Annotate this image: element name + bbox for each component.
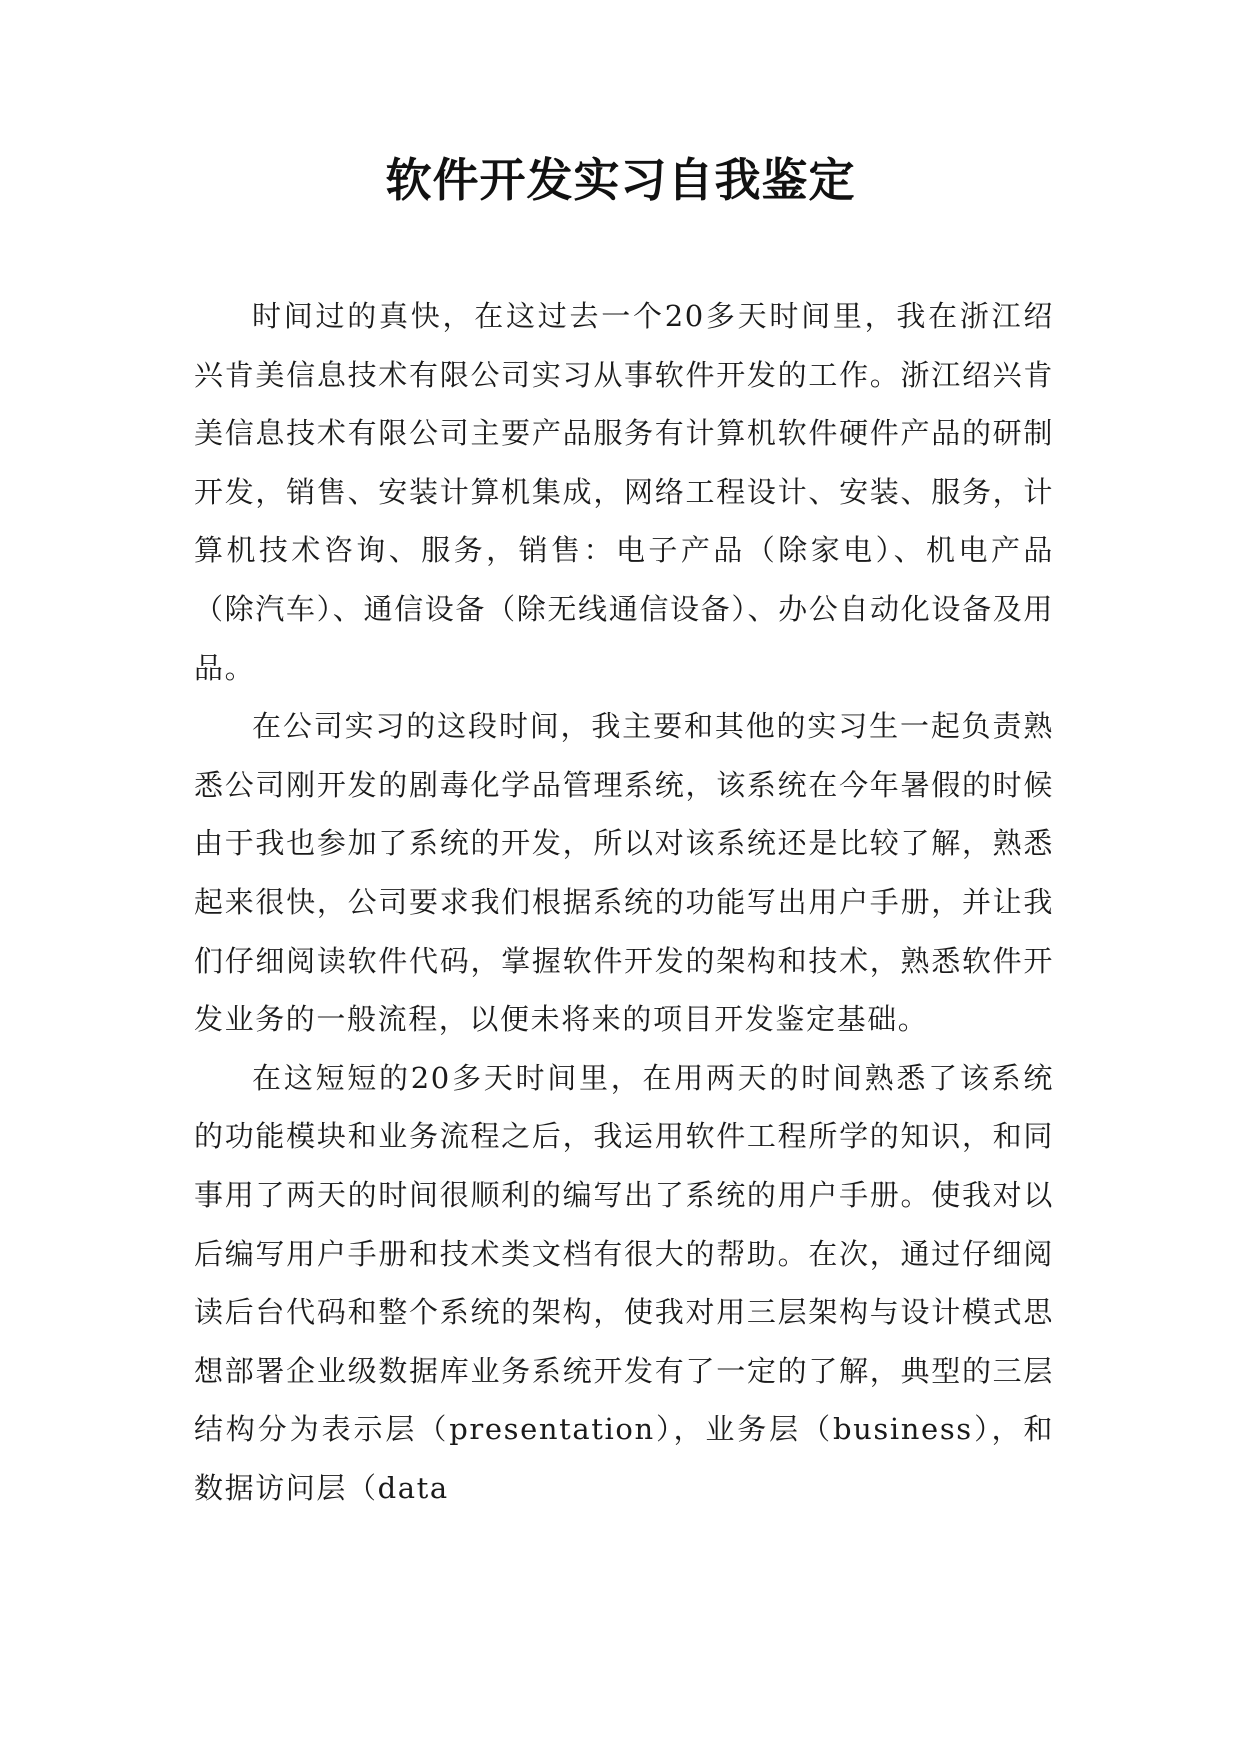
document-title: 软件开发实习自我鉴定	[385, 153, 856, 207]
document-body	[194, 287, 1054, 1517]
paragraph-learning-outcomes: 在这短短的20多天时间里，在用两天的时间熟悉了该系统的功能模块和业务流程之后，我运用软件工程所学的知识，和同事用了两天的时间很顺利的编写出了系统的用户手册。使我对以后编写用户手册和技术类文档有很大的帮助。在次，通过仔细阅读后台代码和整个系统的架构，使我对用三层架构与设计模式思想部署企业级数据库业务系统开发有了一定的了解，典型的三层结构分为表示层（presentation），业务层（business），和数据访问层（data	[194, 1060, 1054, 1505]
paragraph-internship-tasks: 在公司实习的这段时间，我主要和其他的实习生一起负责熟悉公司刚开发的剧毒化学品管理系统，该系统在今年暑假的时候由于我也参加了系统的开发，所以对该系统还是比较了解，熟悉起来很快，公司要求我们根据系统的功能写出用户手册，并让我们仔细阅读软件代码，掌握软件开发的架构和技术，熟悉软件开发业务的一般流程，以便未将来的项目开发鉴定基础。	[194, 709, 1054, 1037]
paragraph-intro: 时间过的真快，在这过去一个20多天时间里，我在浙江绍兴肯美信息技术有限公司实习从事软件开发的工作。浙江绍兴肯美信息技术有限公司主要产品服务有计算机软件硬件产品的研制开发，销售、安装计算机集成，网络工程设计、安装、服务，计算机技术咨询、服务，销售：电子产品（除家电）、机电产品（除汽车）、通信设备（除无线通信设备）、办公自动化设备及用品。	[194, 299, 1054, 685]
